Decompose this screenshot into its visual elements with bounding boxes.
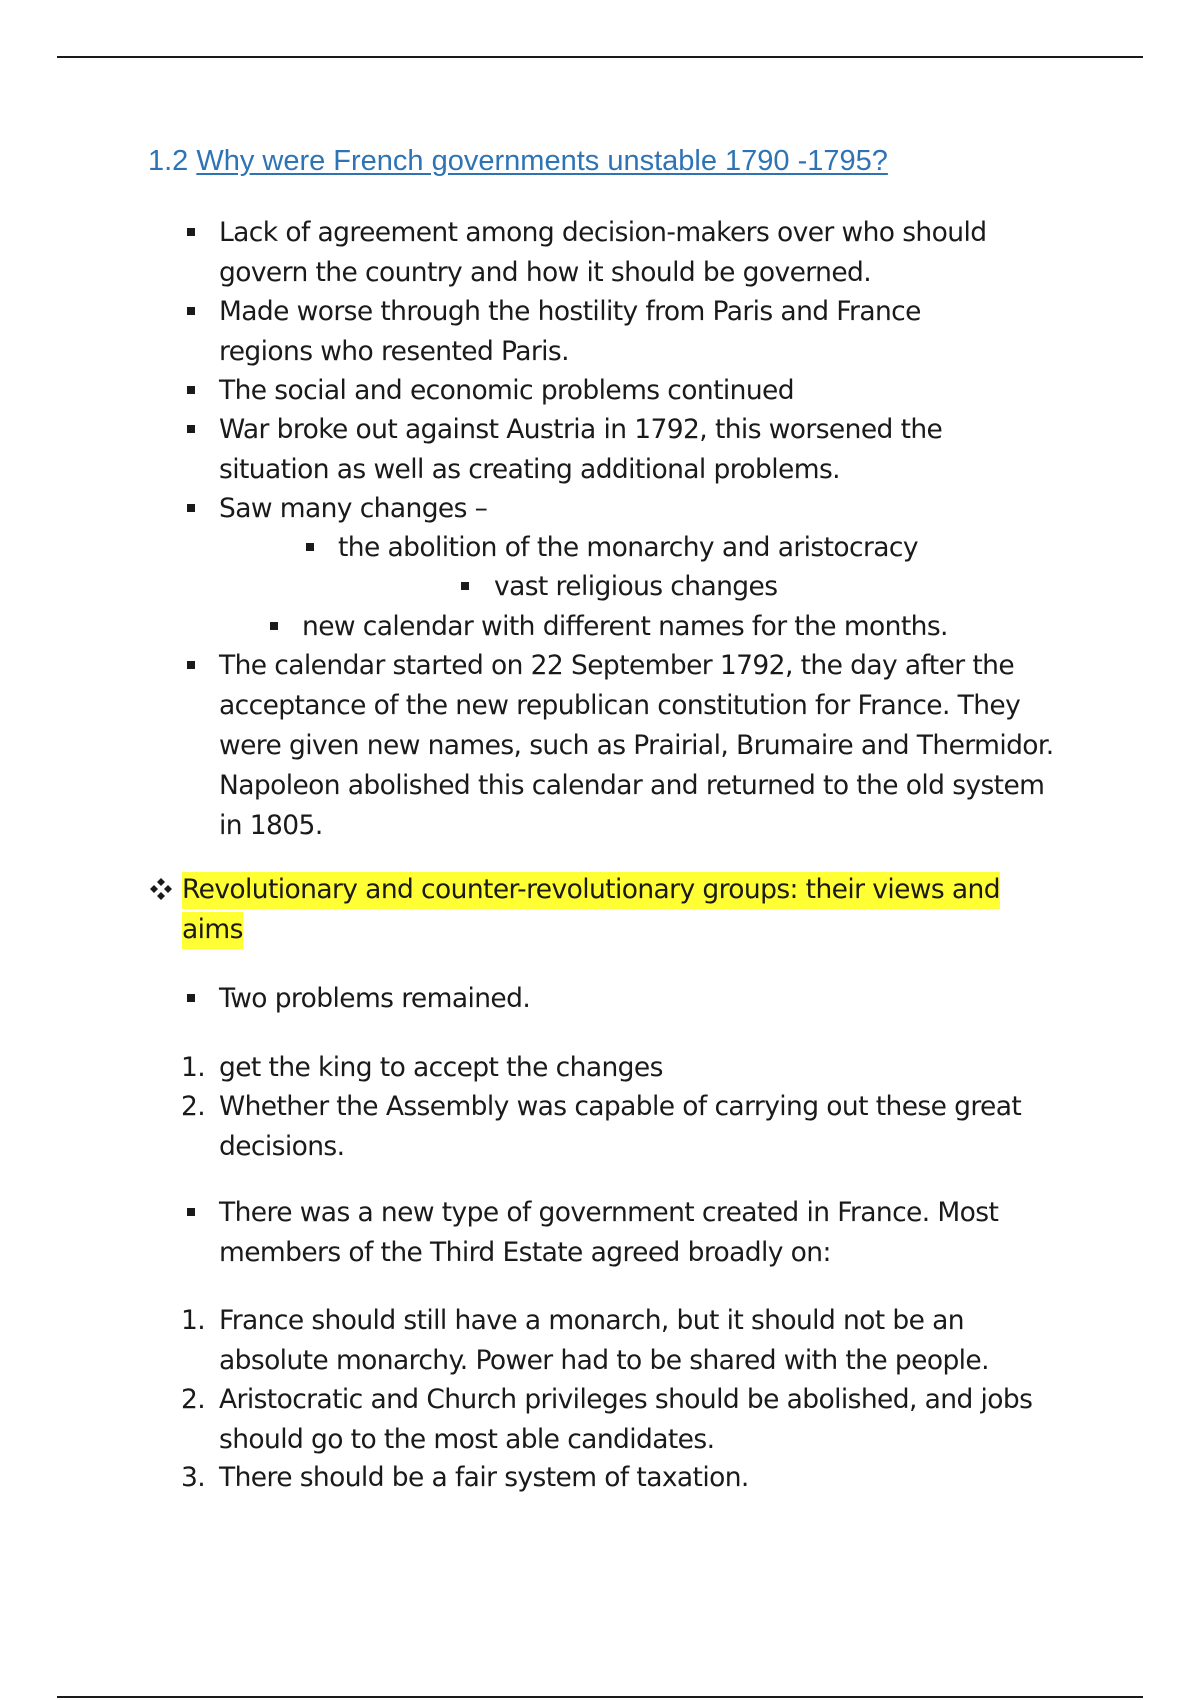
list-number: 1. <box>181 1052 206 1083</box>
section-title: Why were French governments unstable 1790 -1795? <box>196 145 888 177</box>
sub-bullet-marker <box>306 543 314 551</box>
numbered-item: Aristocratic and Church privileges should be abolished, and jobs should go to the most able candidates. <box>219 1384 1033 1455</box>
four-diamond-bullet-icon <box>148 876 174 902</box>
bullet-marker <box>187 1208 195 1216</box>
section-heading <box>148 145 888 178</box>
list-number: 2. <box>181 1384 206 1415</box>
bullet-marker <box>187 228 195 236</box>
bottom-rule <box>57 1696 1143 1698</box>
bullet-marker <box>187 425 195 433</box>
numbered-item: get the king to accept the changes <box>219 1052 663 1083</box>
sub-list-item: the abolition of the monarchy and aristocracy <box>338 532 918 563</box>
sub-bullet-marker <box>461 582 469 590</box>
top-rule <box>57 56 1143 58</box>
list-item: There was a new type of government created in France. Most members of the Third Estate agreed broadly on: <box>219 1197 999 1268</box>
bullet-marker <box>187 994 195 1002</box>
numbered-item: Whether the Assembly was capable of carrying out these great decisions. <box>219 1091 1022 1162</box>
sub-list-item: new calendar with different names for the months. <box>302 611 948 642</box>
numbered-item: There should be a fair system of taxation. <box>219 1462 749 1493</box>
bullet-marker <box>187 504 195 512</box>
list-item: Made worse through the hostility from Paris and France regions who resented Paris. <box>219 296 921 367</box>
section-number: 1.2 <box>148 145 189 177</box>
list-item: The social and economic problems continued <box>219 375 794 406</box>
bullet-marker <box>187 386 195 394</box>
list-item: Saw many changes – <box>219 493 488 524</box>
list-item: Lack of agreement among decision-makers over who should govern the country and how it should be governed. <box>219 217 987 288</box>
highlighted-heading-text: Revolutionary and counter-revolutionary groups: their views and aims <box>182 872 1000 949</box>
list-number: 3. <box>181 1462 206 1493</box>
sub-list-item: vast religious changes <box>494 571 778 602</box>
list-number: 2. <box>181 1091 206 1122</box>
list-item: The calendar started on 22 September 1792, the day after the acceptance of the new republican constitution for France. They were given new names, such as Prairial, Brumaire and Thermidor. Napoleon abolished this calendar and returned to the old system in 1805. <box>219 650 1054 841</box>
list-number: 1. <box>181 1305 206 1336</box>
list-item: War broke out against Austria in 1792, this worsened the situation as well as creating additional problems. <box>219 414 943 485</box>
sub-bullet-marker <box>270 622 278 630</box>
bullet-marker <box>187 661 195 669</box>
numbered-item: France should still have a monarch, but it should not be an absolute monarchy. Power had to be shared with the people. <box>219 1305 989 1376</box>
bullet-marker <box>187 307 195 315</box>
list-item: Two problems remained. <box>219 983 531 1014</box>
